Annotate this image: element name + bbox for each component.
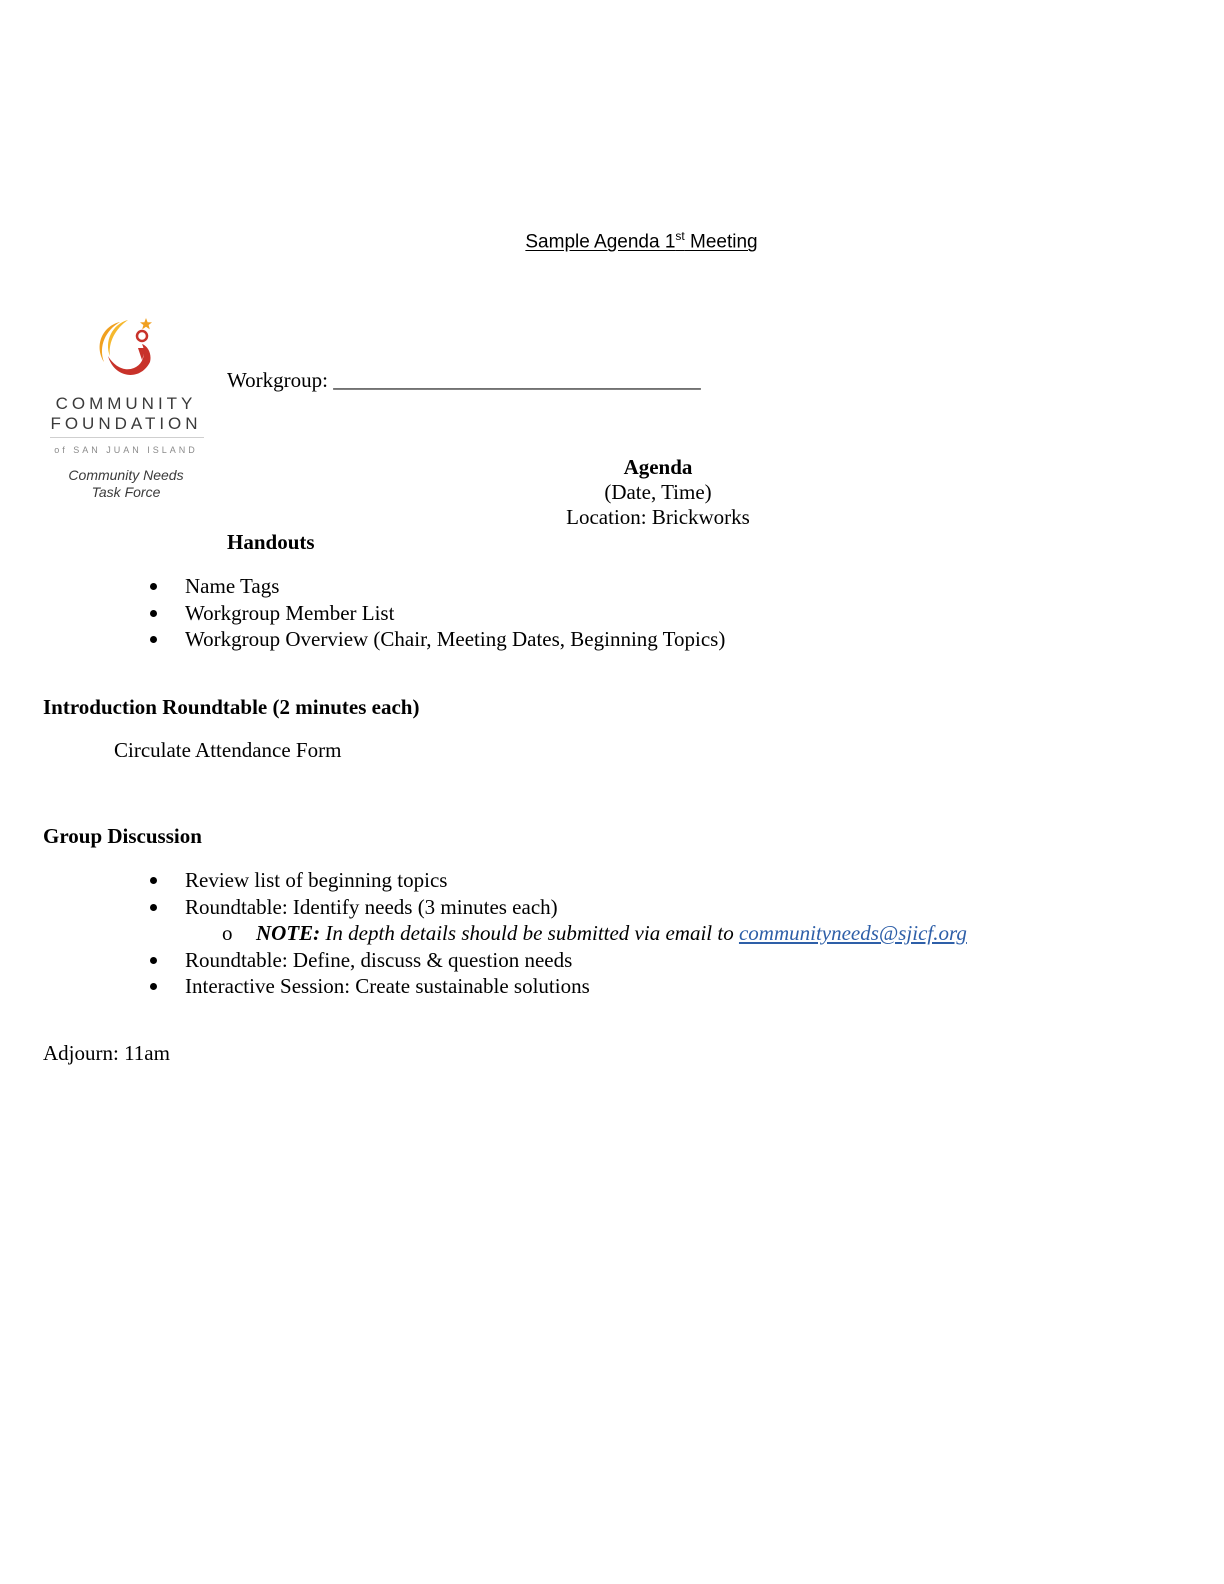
group-discussion-list	[146, 867, 967, 1000]
note-label: NOTE:	[256, 921, 321, 945]
list-item: Roundtable: Define, discuss & question needs	[146, 947, 967, 974]
note-text: In depth details should be submitted via email to	[320, 921, 739, 945]
note-item	[146, 920, 967, 947]
group-discussion-heading: Group Discussion	[43, 824, 202, 848]
document-title	[0, 229, 1224, 253]
handouts-heading: Handouts	[227, 530, 315, 554]
agenda-datetime: (Date, Time)	[604, 480, 712, 504]
sub-bullet-icon: o	[222, 921, 233, 945]
title-suffix: Meeting	[684, 231, 758, 253]
bullet-icon	[150, 904, 157, 911]
logo-subtitle-line2: Task Force	[91, 484, 161, 500]
logo-text-foundation: FOUNDATION	[50, 414, 202, 433]
title-main: Sample Agenda 1	[525, 231, 676, 253]
logo-text-community: COMMUNITY	[55, 394, 197, 413]
adjourn-text: Adjourn: 11am	[43, 1041, 170, 1065]
list-item: Review list of beginning topics	[146, 867, 967, 894]
bullet-icon	[150, 957, 157, 964]
bullet-icon	[150, 583, 157, 590]
list-item: Roundtable: Identify needs (3 minutes each)	[146, 894, 967, 921]
handouts-list	[146, 573, 725, 653]
list-item: Interactive Session: Create sustainable solutions	[146, 973, 967, 1000]
community-foundation-logo	[46, 316, 206, 506]
agenda-heading: Agenda	[623, 455, 693, 479]
email-link[interactable]: communityneeds@sjicf.org	[738, 921, 967, 945]
logo-text-san-juan: of SAN JUAN ISLAND	[54, 445, 198, 455]
bullet-icon	[150, 610, 157, 617]
agenda-location: Location: Brickworks	[566, 505, 750, 529]
title-superscript: st	[675, 229, 685, 243]
introduction-text: Circulate Attendance Form	[114, 738, 342, 762]
bullet-icon	[150, 983, 157, 990]
shooting-star-logo-icon	[90, 316, 162, 386]
list-item: Name Tags	[146, 573, 725, 600]
logo-divider	[50, 437, 204, 438]
workgroup-field: Workgroup: ___________________________________	[227, 368, 701, 392]
list-item: Workgroup Member List	[146, 600, 725, 627]
agenda-header	[458, 455, 858, 530]
logo-subtitle-line1: Community Needs	[68, 467, 184, 483]
bullet-icon	[150, 877, 157, 884]
introduction-heading: Introduction Roundtable (2 minutes each)	[43, 695, 420, 719]
list-item: Workgroup Overview (Chair, Meeting Dates, Beginning Topics)	[146, 626, 725, 653]
bullet-icon	[150, 636, 157, 643]
